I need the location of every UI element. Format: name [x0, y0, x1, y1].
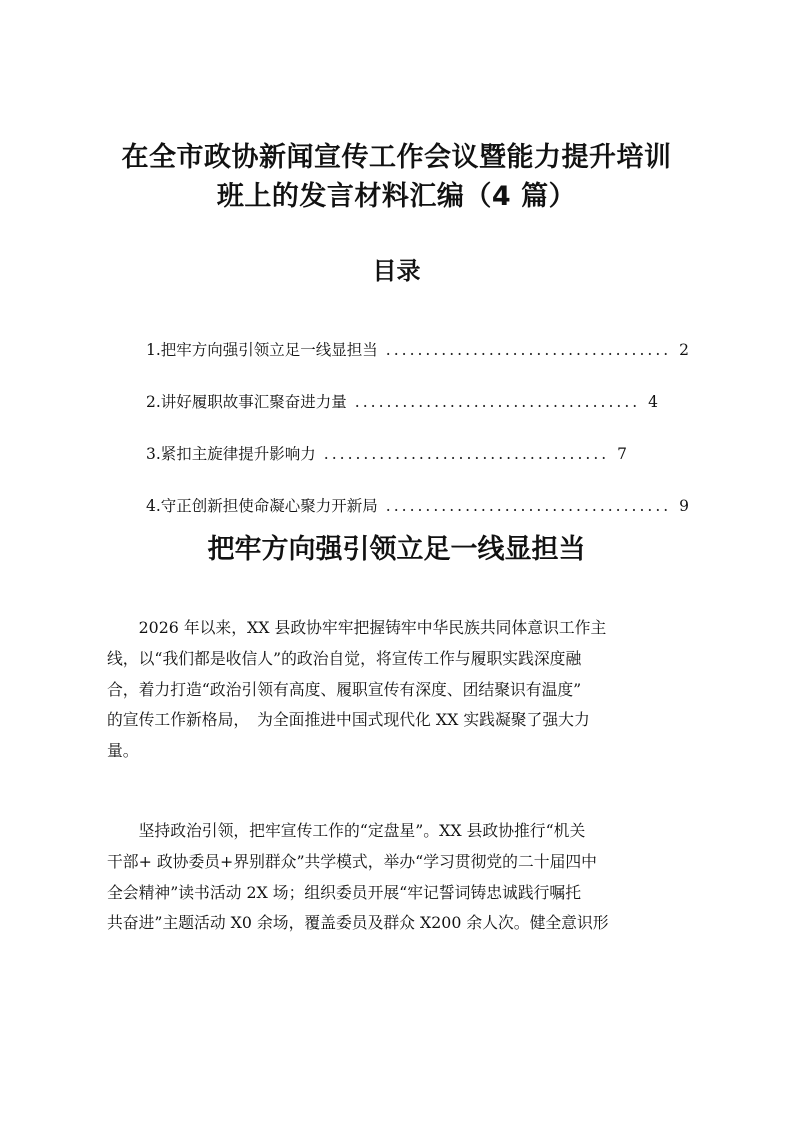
toc-entry-2[interactable]	[146, 389, 659, 441]
title-line-1: 在全市政协新闻宣传工作会议暨能力提升培训	[121, 142, 672, 173]
toc-entry-label: 1.把牢方向强引领立足一线显担当	[146, 341, 378, 359]
paragraph-line: 全会精神”读书活动 2X 场；组织委员开展“牢记誓词铸忠诚践行嘱托	[107, 882, 582, 902]
toc-entry-label: 2.讲好履职故事汇聚奋进力量	[146, 393, 347, 411]
section-title: 把牢方向强引领立足一线显担当	[207, 534, 586, 565]
toc-entry-label: 4.守正创新担使命凝心聚力开新局	[146, 497, 378, 515]
paragraph-line: 坚持政治引领，把牢宣传工作的“定盘星”。XX 县政协推行“机关	[107, 821, 586, 840]
toc-page-number: 7	[617, 445, 628, 463]
paragraph-line: 线，以“我们都是收信人”的政治自觉，将宣传工作与履职实践深度融	[107, 648, 582, 668]
title-line-2: 班上的发言材料汇编（4 篇）	[216, 181, 577, 212]
paragraph-line: 干部+ 政协委员+界别群众”共学模式，举办“学习贯彻党的二十届四中	[107, 851, 597, 871]
toc-page-number: 2	[679, 341, 690, 359]
paragraph-line: 共奋进”主题活动 X0 余场，覆盖委员及群众 X200 余人次。健全意识形	[107, 913, 609, 933]
body-paragraph-1	[107, 613, 697, 767]
toc-page-number: 4	[648, 393, 659, 411]
document-title	[60, 138, 733, 216]
toc-leader-dots: ....................................	[385, 497, 672, 515]
paragraph-line: 的宣传工作新格局， 为全面推进中国式现代化 XX 实践凝聚了强大力	[107, 710, 590, 730]
toc-page-number: 9	[679, 497, 690, 515]
toc-entry-1[interactable]	[146, 337, 690, 389]
paragraph-line: 合，着力打造“政治引领有高度、履职宣传有深度、团结聚识有温度”	[107, 679, 582, 699]
toc-leader-dots: ....................................	[385, 341, 672, 359]
toc-entry-3[interactable]	[146, 441, 628, 493]
toc-leader-dots: ....................................	[354, 393, 641, 411]
paragraph-line: 2026 年以来，XX 县政协牢牢把握铸牢中华民族共同体意识工作主	[107, 618, 607, 637]
table-of-contents	[146, 337, 690, 545]
toc-leader-dots: ....................................	[323, 445, 610, 463]
toc-heading: 目录	[372, 257, 421, 285]
paragraph-line: 量。	[107, 741, 139, 761]
body-paragraph-2	[107, 816, 697, 939]
toc-entry-label: 3.紧扣主旋律提升影响力	[146, 445, 316, 463]
